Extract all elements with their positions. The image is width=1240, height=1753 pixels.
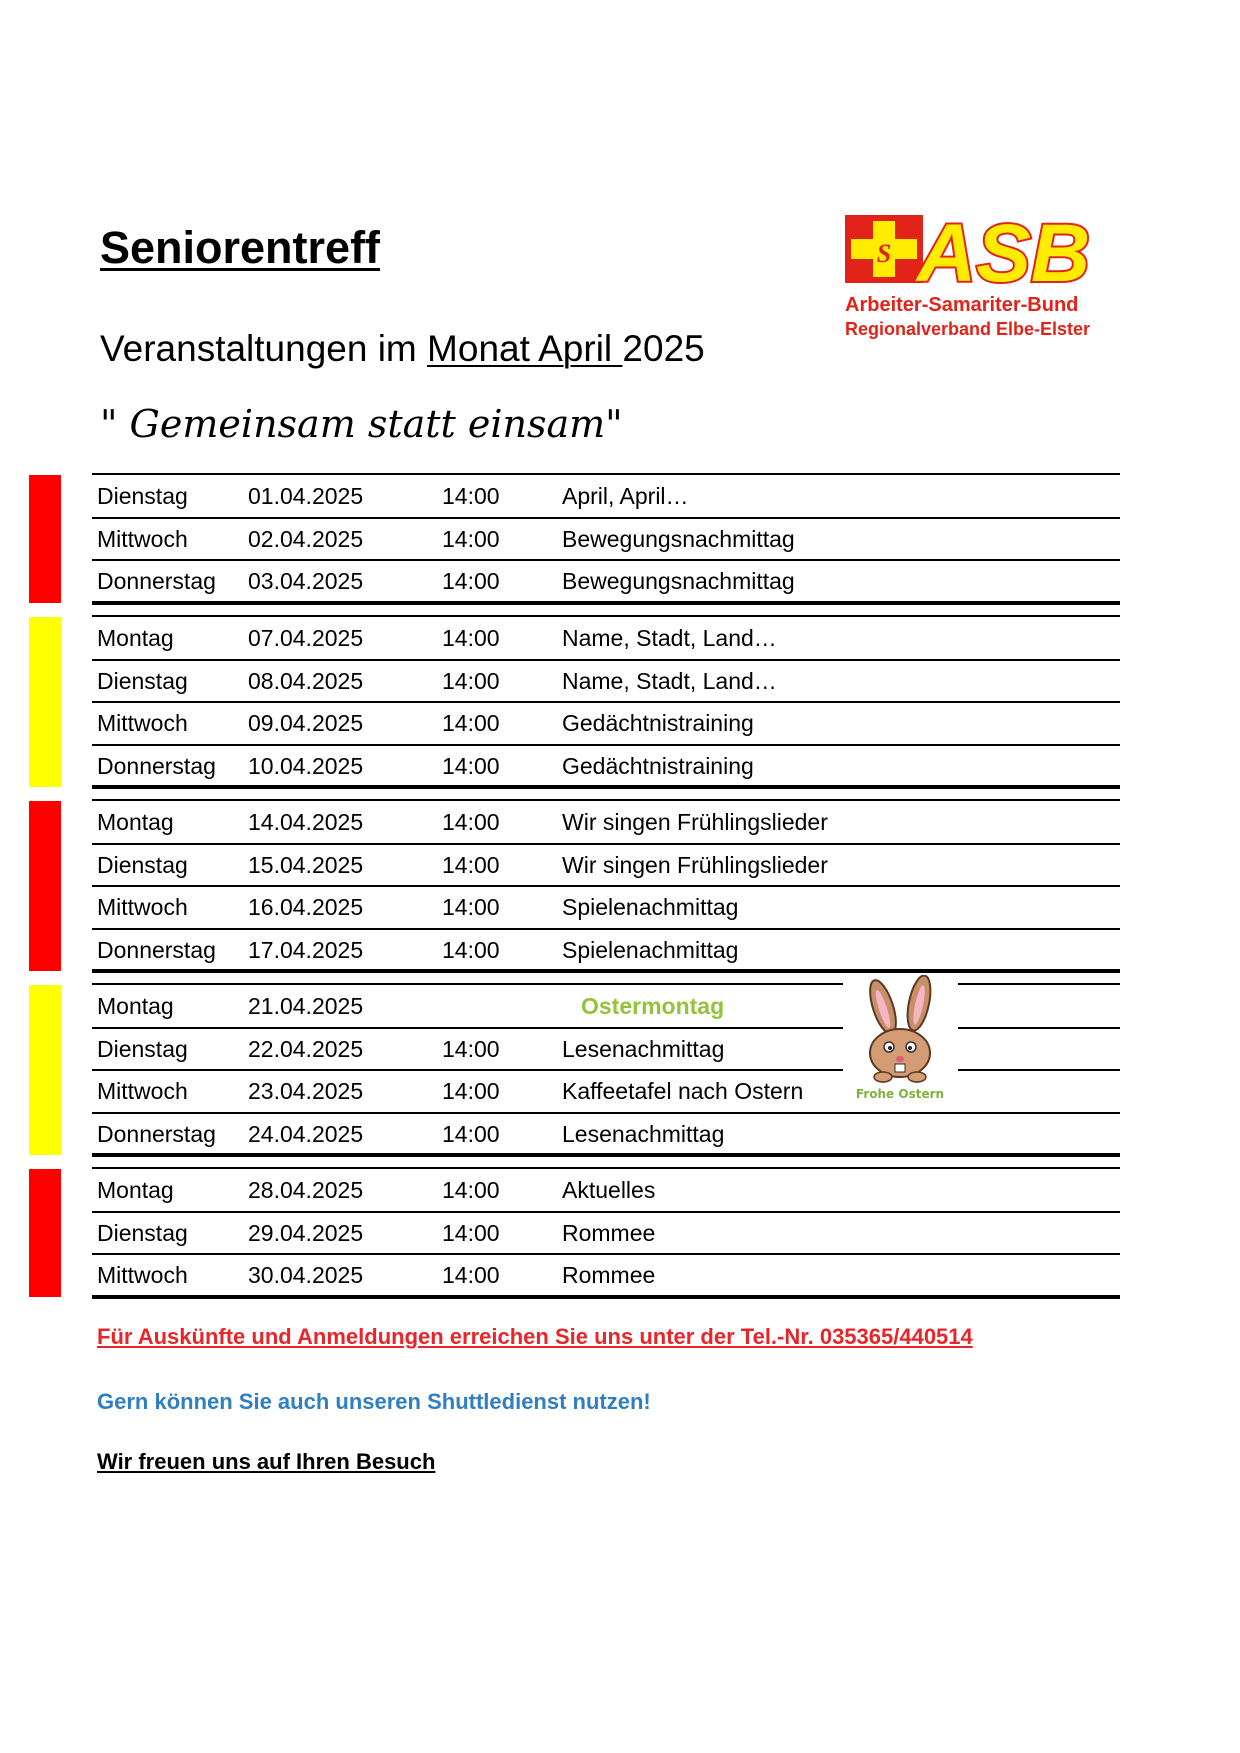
row-divider bbox=[92, 744, 1120, 746]
row-divider bbox=[92, 1211, 1120, 1213]
day-cell: Montag bbox=[97, 1177, 174, 1203]
subtitle-prefix: Veranstaltungen im bbox=[100, 328, 428, 369]
time-cell: 14:00 bbox=[442, 894, 500, 920]
logo-cross-letter: S bbox=[876, 239, 892, 268]
date-cell: 03.04.2025 bbox=[248, 568, 364, 594]
event-cell: Wir singen Frühlingslieder bbox=[562, 809, 828, 835]
time-cell: 14:00 bbox=[442, 809, 500, 835]
logo-line1: Arbeiter-Samariter-Bund bbox=[845, 294, 1079, 316]
date-cell: 08.04.2025 bbox=[248, 667, 364, 694]
time-cell: 14:00 bbox=[442, 1177, 500, 1203]
day-cell: Mittwoch bbox=[97, 710, 188, 736]
row-divider bbox=[92, 559, 1120, 561]
event-cell: Bewegungsnachmittag bbox=[562, 525, 795, 552]
event-cell: Name, Stadt, Land… bbox=[562, 625, 777, 651]
day-cell: Donnerstag bbox=[97, 568, 216, 594]
time-cell: 14:00 bbox=[442, 625, 500, 651]
week-bar-2 bbox=[29, 617, 61, 787]
page-title: Seniorentreff bbox=[100, 222, 381, 273]
event-cell: Gedächtnistraining bbox=[562, 710, 754, 736]
event-cell: Rommee bbox=[562, 1262, 656, 1288]
date-cell: 15.04.2025 bbox=[248, 851, 364, 878]
time-cell: 14:00 bbox=[442, 568, 500, 594]
time-cell: 14:00 bbox=[442, 1219, 500, 1246]
bunny-left-paw bbox=[874, 1072, 892, 1082]
subtitle-year: 2025 bbox=[622, 328, 705, 369]
subtitle bbox=[100, 328, 705, 370]
logo-line2: Regionalverband Elbe-Elster bbox=[845, 319, 1091, 339]
event-cell: Aktuelles bbox=[562, 1177, 656, 1203]
date-cell: 10.04.2025 bbox=[248, 752, 364, 779]
day-cell: Dienstag bbox=[97, 483, 188, 509]
event-cell: Spielenachmittag bbox=[562, 894, 739, 920]
date-cell: 14.04.2025 bbox=[248, 809, 364, 835]
row-divider bbox=[92, 517, 1120, 519]
date-cell: 02.04.2025 bbox=[248, 525, 364, 552]
event-cell: Name, Stadt, Land… bbox=[562, 667, 777, 694]
day-cell: Mittwoch bbox=[97, 525, 188, 552]
time-cell: 14:00 bbox=[442, 1035, 500, 1062]
welcome-note: Wir freuen uns auf Ihren Besuch bbox=[97, 1449, 436, 1474]
date-cell: 09.04.2025 bbox=[248, 710, 364, 736]
asb-logo bbox=[845, 210, 1135, 345]
day-cell: Donnerstag bbox=[97, 752, 216, 779]
day-cell: Montag bbox=[97, 993, 174, 1019]
day-cell: Mittwoch bbox=[97, 894, 188, 920]
event-cell: Kaffeetafel nach Ostern bbox=[562, 1078, 804, 1104]
time-cell: 14:00 bbox=[442, 525, 500, 552]
day-cell: Donnerstag bbox=[97, 936, 216, 963]
event-cell: Spielenachmittag bbox=[562, 936, 739, 963]
bunny-right-pupil bbox=[908, 1046, 912, 1050]
day-cell: Montag bbox=[97, 625, 174, 651]
bunny-right-paw bbox=[908, 1072, 926, 1082]
time-cell: 14:00 bbox=[442, 1262, 500, 1288]
motto: " Gemeinsam statt einsam" bbox=[100, 402, 623, 446]
easter-bunny-image bbox=[843, 975, 958, 1105]
date-cell: 17.04.2025 bbox=[248, 936, 364, 963]
date-cell: 07.04.2025 bbox=[248, 625, 364, 651]
time-cell: 14:00 bbox=[442, 936, 500, 963]
week-bar-5 bbox=[29, 1169, 61, 1297]
day-cell: Dienstag bbox=[97, 1035, 188, 1062]
time-cell: 14:00 bbox=[442, 1078, 500, 1104]
week-bar-3 bbox=[29, 801, 61, 971]
row-divider bbox=[92, 1112, 1120, 1114]
week-top-border bbox=[92, 1167, 1120, 1169]
week-bottom-border bbox=[92, 969, 1120, 973]
day-cell: Dienstag bbox=[97, 667, 188, 694]
date-cell: 23.04.2025 bbox=[248, 1078, 364, 1104]
bunny-caption: Frohe Ostern bbox=[855, 1087, 945, 1101]
week-top-border bbox=[92, 983, 1120, 985]
time-cell: 14:00 bbox=[442, 710, 500, 736]
date-cell: 24.04.2025 bbox=[248, 1120, 364, 1147]
row-divider bbox=[92, 1253, 1120, 1255]
date-cell: 28.04.2025 bbox=[248, 1177, 364, 1203]
date-cell: 01.04.2025 bbox=[248, 483, 364, 509]
time-cell: 14:00 bbox=[442, 1120, 500, 1147]
week-bottom-border bbox=[92, 1153, 1120, 1157]
row-divider bbox=[92, 659, 1120, 661]
row-divider bbox=[92, 701, 1120, 703]
event-cell: Rommee bbox=[562, 1219, 656, 1246]
week-bottom-border bbox=[92, 1295, 1120, 1299]
row-divider bbox=[92, 885, 1120, 887]
day-cell: Dienstag bbox=[97, 851, 188, 878]
row-divider bbox=[92, 1069, 1120, 1071]
event-cell: Gedächtnistraining bbox=[562, 752, 754, 779]
shuttle-note: Gern können Sie auch unseren Shuttledienst nutzen! bbox=[97, 1389, 651, 1414]
row-divider bbox=[92, 1027, 1120, 1029]
event-cell: Wir singen Frühlingslieder bbox=[562, 851, 828, 878]
time-cell: 14:00 bbox=[442, 752, 500, 779]
week-bar-4 bbox=[29, 985, 61, 1155]
day-cell: Mittwoch bbox=[97, 1262, 188, 1288]
date-cell: 16.04.2025 bbox=[248, 894, 364, 920]
day-cell: Donnerstag bbox=[97, 1120, 216, 1147]
bunny-left-pupil bbox=[888, 1046, 892, 1050]
bunny-teeth bbox=[895, 1064, 905, 1072]
row-divider bbox=[92, 843, 1120, 845]
date-cell: 30.04.2025 bbox=[248, 1262, 364, 1288]
week-top-border bbox=[92, 473, 1120, 475]
logo-wordmark: ASB bbox=[917, 210, 1091, 299]
time-cell: 14:00 bbox=[442, 667, 500, 694]
date-cell: 29.04.2025 bbox=[248, 1219, 364, 1246]
day-cell: Dienstag bbox=[97, 1219, 188, 1246]
subtitle-month: Monat April bbox=[427, 328, 623, 369]
bunny-nose bbox=[896, 1056, 904, 1062]
week-bottom-border bbox=[92, 601, 1120, 605]
week-top-border bbox=[92, 799, 1120, 801]
event-cell: Lesenachmittag bbox=[562, 1120, 725, 1147]
date-cell: 22.04.2025 bbox=[248, 1035, 364, 1062]
week-top-border bbox=[92, 615, 1120, 617]
day-cell: Montag bbox=[97, 809, 174, 835]
week-bottom-border bbox=[92, 785, 1120, 789]
holiday-cell: Ostermontag bbox=[581, 993, 725, 1019]
time-cell: 14:00 bbox=[442, 483, 500, 509]
week-bar-1 bbox=[29, 475, 61, 603]
row-divider bbox=[92, 928, 1120, 930]
event-cell: Lesenachmittag bbox=[562, 1035, 725, 1062]
event-cell: Bewegungsnachmittag bbox=[562, 568, 795, 594]
event-cell: April, April… bbox=[562, 483, 689, 509]
time-cell: 14:00 bbox=[442, 851, 500, 878]
contact-info: Für Auskünfte und Anmeldungen erreichen Sie uns unter der Tel.-Nr. 035365/440514 bbox=[97, 1324, 973, 1349]
day-cell: Mittwoch bbox=[97, 1078, 188, 1104]
date-cell: 21.04.2025 bbox=[248, 993, 364, 1019]
